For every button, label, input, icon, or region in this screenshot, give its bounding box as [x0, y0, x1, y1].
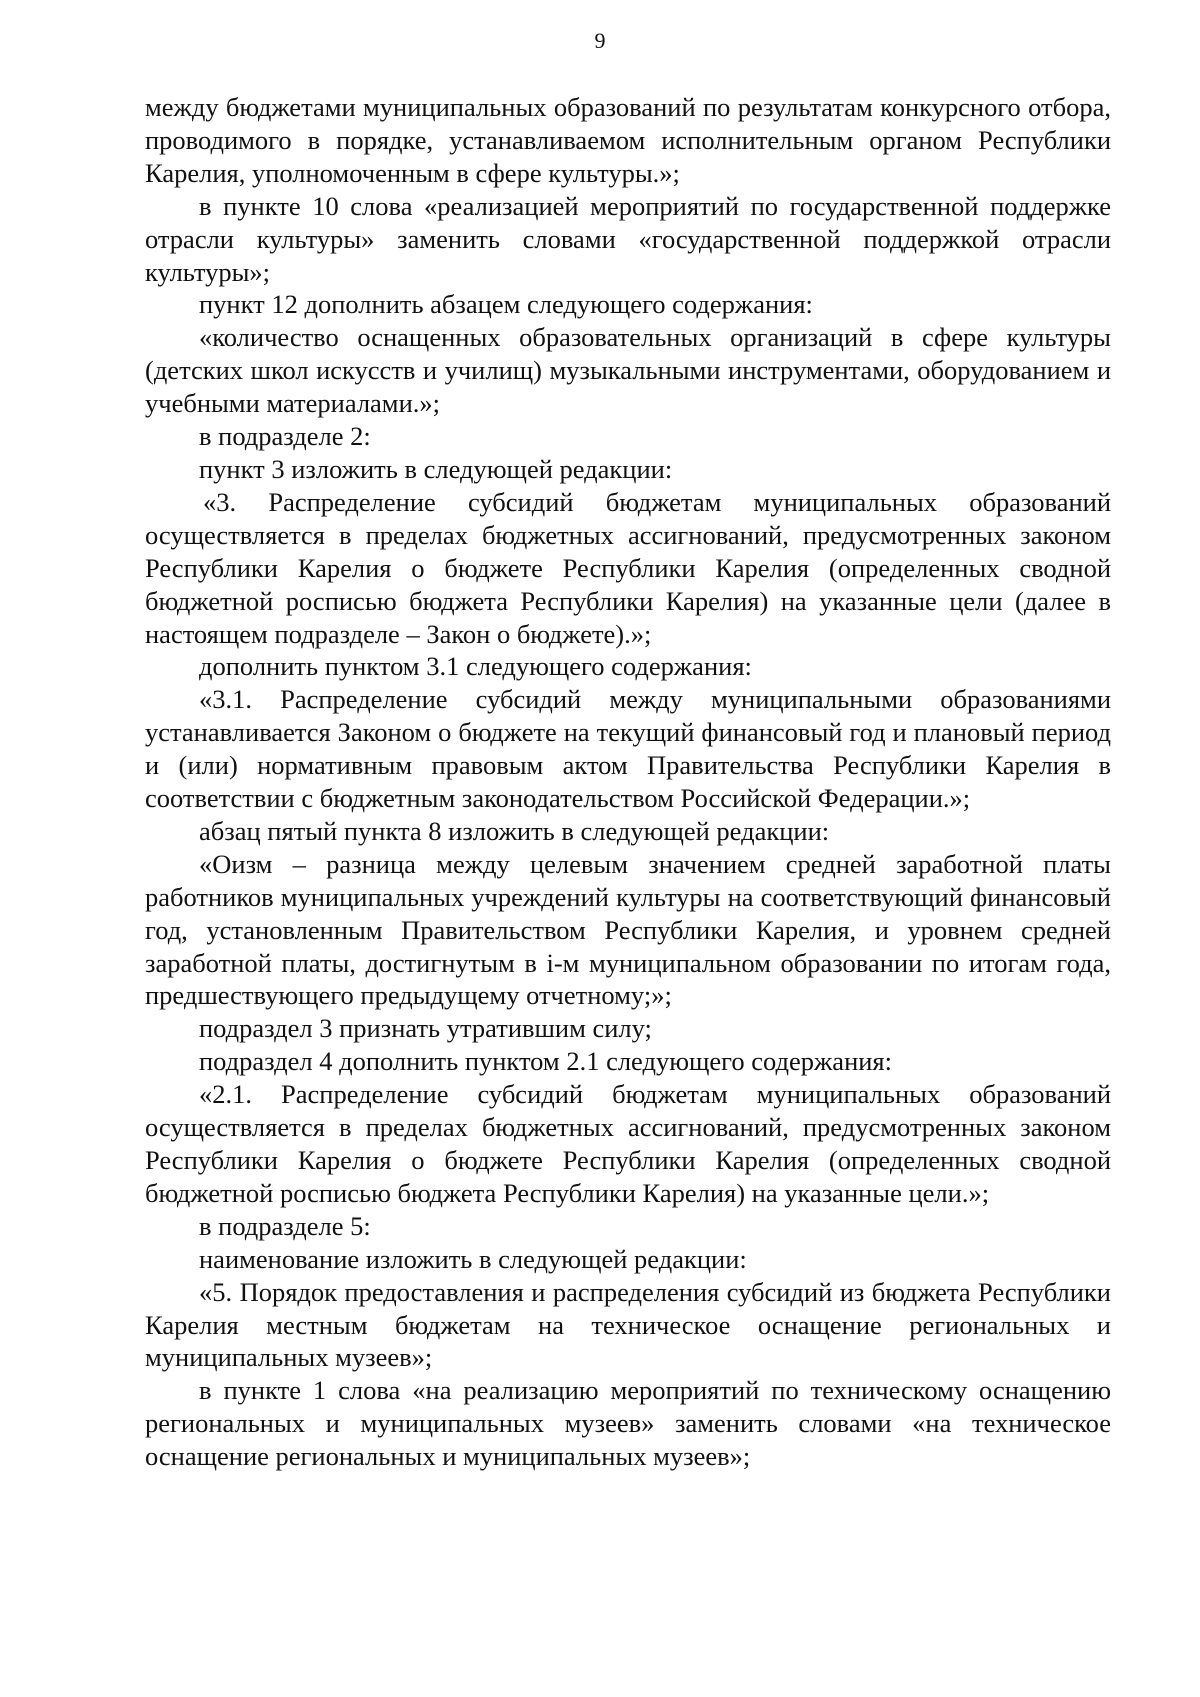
paragraph: в пункте 10 слова «реализацией мероприятий по государственной поддержке отрасли культуры» заменить словами «государственной поддержкой отрасли культуры»; — [145, 190, 1111, 287]
paragraph: «3. Распределение субсидий бюджетам муниципальных образований осуществляется в пределах бюджетных ассигнований, предусмотренных законом Республики Карелия о бюджете Республики Карелия (определенных сводной бюджетной росписью бюджета Республики Карелия) на указанные цели (далее в настоящем подразделе – Закон о бюджете).»; — [145, 486, 1111, 649]
paragraph: пункт 12 дополнить абзацем следующего содержания: — [199, 289, 813, 320]
paragraph: «количество оснащенных образовательных организаций в сфере культуры (детских школ искусств и училищ) музыкальными инструментами, оборудованием и учебными материалами.»; — [145, 322, 1111, 419]
paragraph: между бюджетами муниципальных образований по результатам конкурсного отбора, проводимого в порядке, устанавливаемом исполнительным органом Республики Карелия, уполномоченным в сфере культуры.»; — [145, 92, 1111, 188]
paragraph: «2.1. Распределение субсидий бюджетам муниципальных образований осуществляется в пределах бюджетных ассигнований, предусмотренных законом Республики Карелия о бюджете Республики Карелия (определенных сводной бюджетной росписью бюджета Республики Карелия) на указанные цели.»; — [145, 1079, 1111, 1208]
paragraph: в подразделе 5: — [199, 1210, 371, 1241]
paragraph: «Оизм – разница между целевым значением средней заработной платы работников муниципальных учреждений культуры на соответствующий финансовый год, установленным Правительством Республики Карелия, и уровнем средней заработной платы, достигнутым в i-м муниципальном образовании по итогам года, предшествующего предыдущему отчетному;»; — [145, 848, 1111, 1011]
paragraph: в пункте 1 слова «на реализацию мероприятий по техническому оснащению региональных и муниципальных музеев» заменить словами «на техническое оснащение региональных и муниципальных музеев»; — [145, 1375, 1111, 1472]
paragraph: «3.1. Распределение субсидий между муниципальными образованиями устанавливается Законом о бюджете на текущий финансовый год и плановый период и (или) нормативным правовым актом Правительства Республики Карелия в соответствии с бюджетным законодательством Российской Федерации.»; — [145, 684, 1111, 814]
document-body — [145, 91, 1111, 1473]
paragraph: наименование изложить в следующей редакции: — [199, 1243, 747, 1274]
page-number: 9 — [594, 28, 606, 53]
paragraph: пункт 3 изложить в следующей редакции: — [199, 453, 673, 484]
paragraph: абзац пятый пункта 8 изложить в следующей редакции: — [199, 815, 830, 846]
paragraph: дополнить пунктом 3.1 следующего содержания: — [199, 651, 752, 682]
paragraph: в подразделе 2: — [199, 421, 371, 452]
paragraph: «5. Порядок предоставления и распределения субсидий из бюджета Республики Карелия местным бюджетам на техническое оснащение региональных и муниципальных музеев»; — [145, 1276, 1111, 1373]
paragraph: подраздел 4 дополнить пунктом 2.1 следующего содержания: — [199, 1046, 892, 1077]
paragraph: подраздел 3 признать утратившим силу; — [199, 1013, 652, 1044]
